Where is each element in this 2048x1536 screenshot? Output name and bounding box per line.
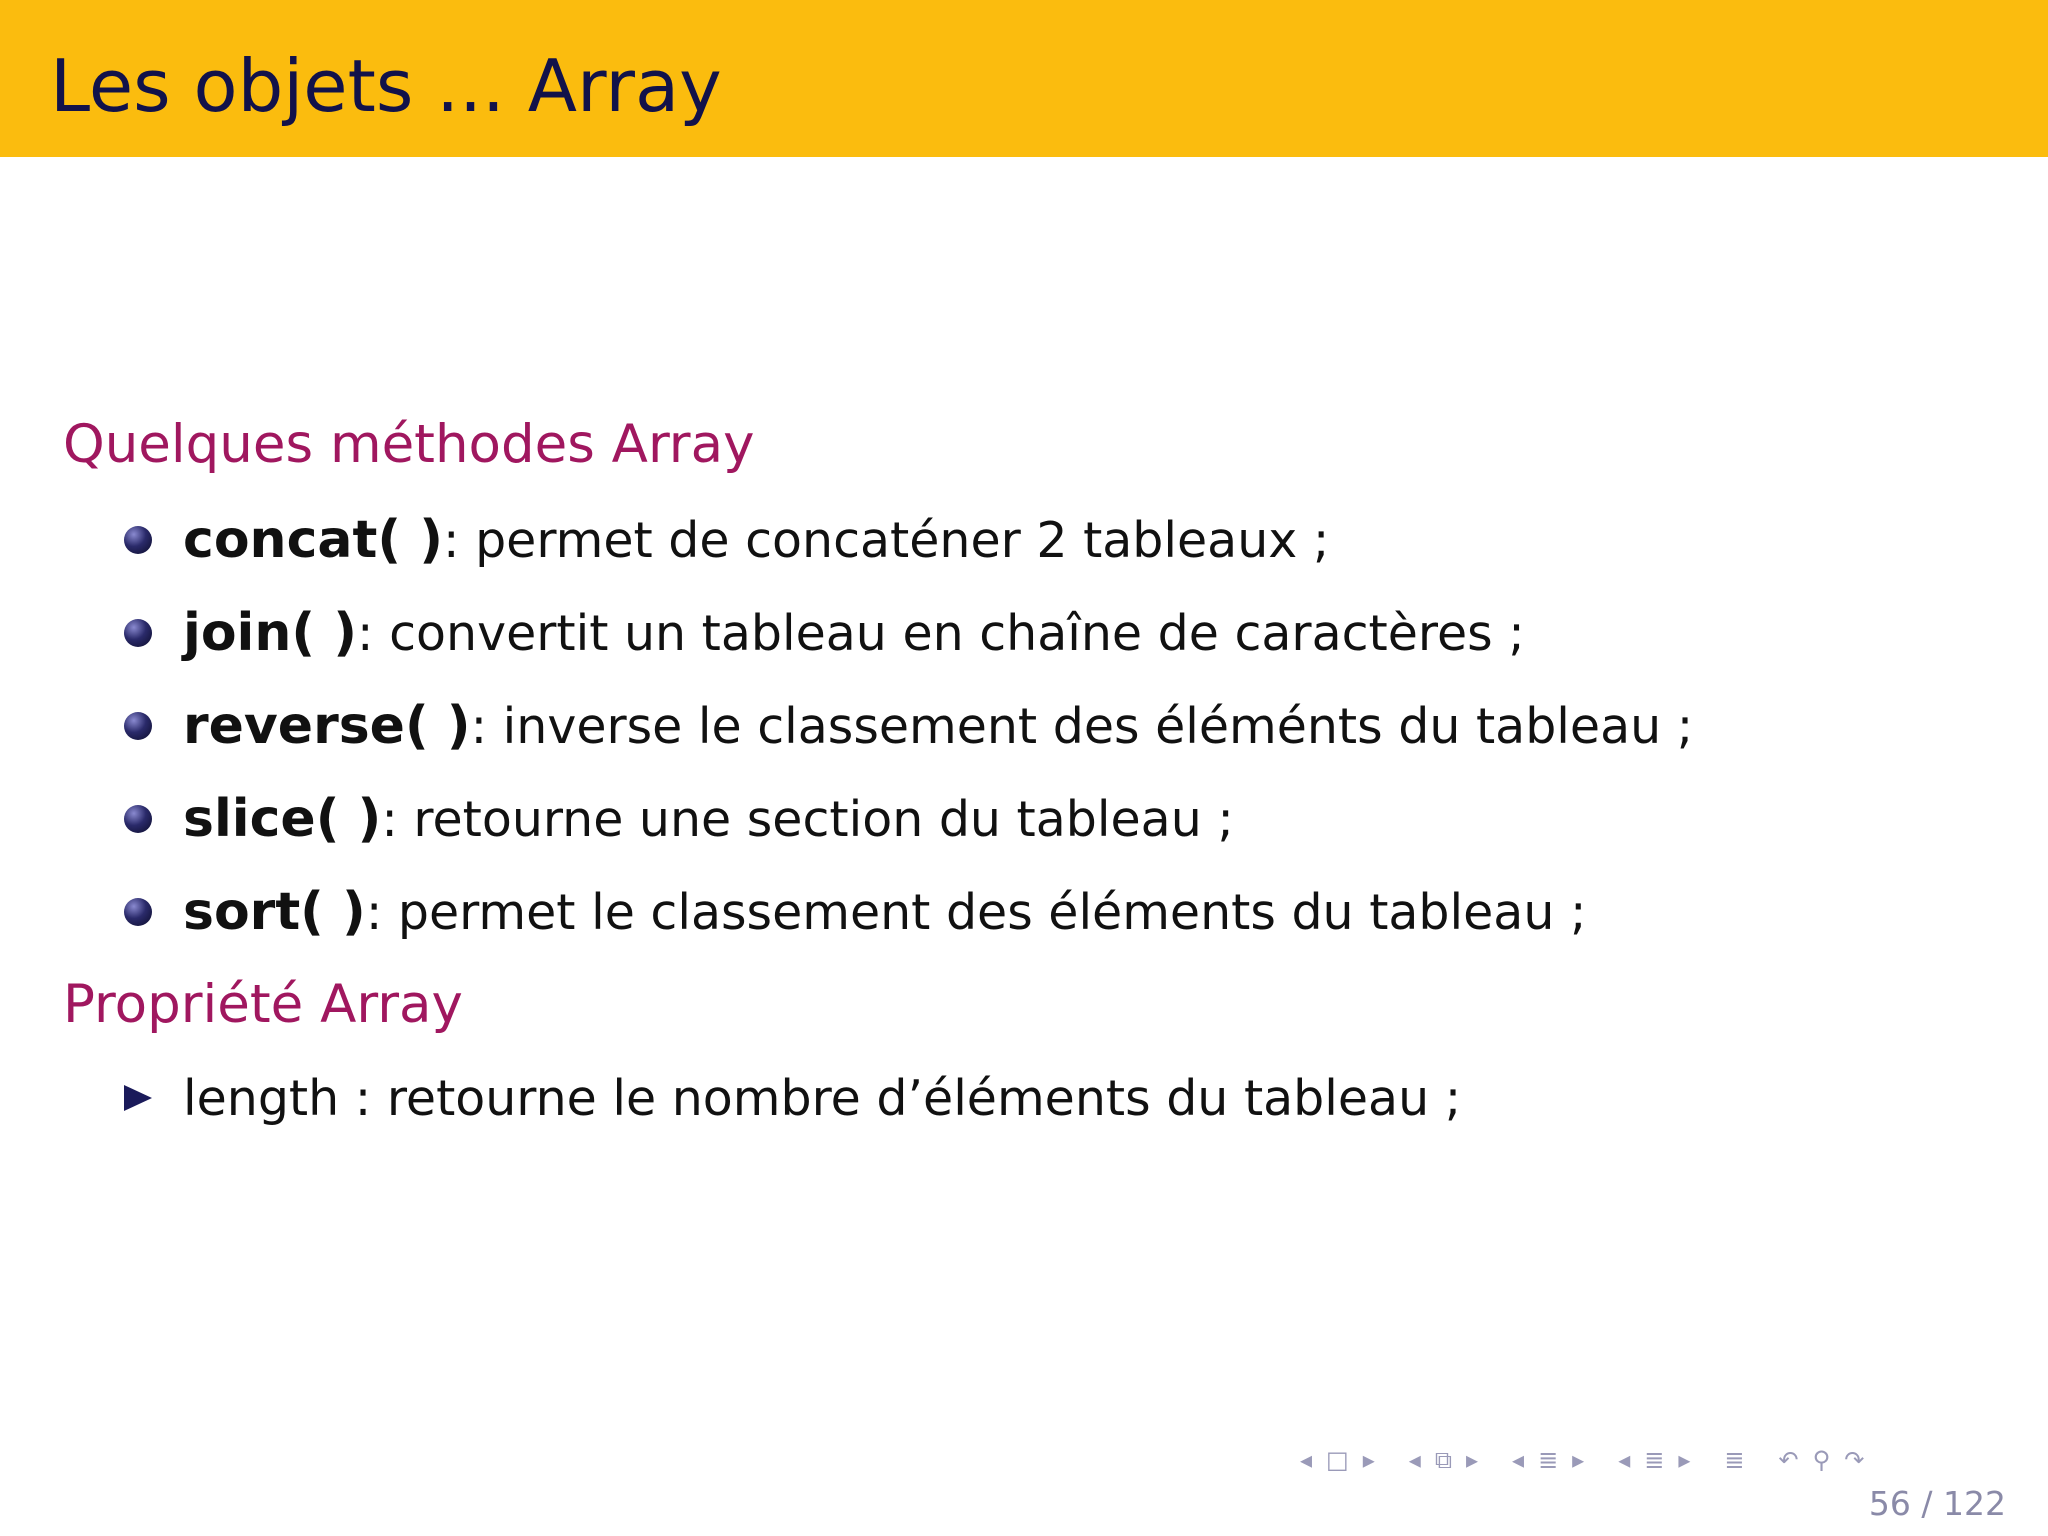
- section-heading-methods: Quelques méthodes Array: [63, 414, 755, 475]
- slide-title: Les objets ... Array: [50, 44, 722, 128]
- nav-search-icon[interactable]: ⚲: [1812, 1446, 1831, 1474]
- method-name: sort( ): [183, 882, 366, 942]
- nav-next-subsection-icon[interactable]: ▸: [1572, 1446, 1585, 1474]
- method-name: join( ): [183, 603, 358, 663]
- method-description: : retourne une section du tableau ;: [381, 790, 1234, 848]
- method-name: concat( ): [183, 510, 443, 570]
- nav-prev-subsection-icon[interactable]: ◂: [1512, 1446, 1525, 1474]
- list-item: [124, 872, 1586, 952]
- method-name: slice( ): [183, 789, 382, 849]
- list-item: [124, 779, 1234, 859]
- list-item: [124, 686, 1693, 766]
- method-name: reverse( ): [183, 696, 471, 756]
- property-description: length : retourne le nombre d’éléments du tableau ;: [183, 1069, 1462, 1127]
- nav-back-icon[interactable]: ↶: [1778, 1446, 1799, 1474]
- method-description: : permet de concaténer 2 tableaux ;: [442, 511, 1330, 569]
- nav-prev-slide-icon[interactable]: ◂: [1408, 1446, 1421, 1474]
- list-item: [124, 593, 1525, 673]
- beamer-navigation-bar: [1300, 1440, 1878, 1480]
- bullet-icon: [124, 898, 152, 926]
- bullet-icon: [124, 619, 152, 647]
- nav-document-icon[interactable]: ≣: [1724, 1446, 1745, 1474]
- nav-next-frame-icon[interactable]: ▸: [1362, 1446, 1375, 1474]
- nav-prev-frame-icon[interactable]: ◂: [1300, 1446, 1313, 1474]
- section-heading-property: Propriété Array: [63, 974, 463, 1035]
- list-item: [124, 500, 1329, 580]
- list-item: [124, 1058, 1461, 1138]
- nav-prev-section-icon[interactable]: ◂: [1618, 1446, 1631, 1474]
- nav-section-icon[interactable]: ≣: [1644, 1446, 1665, 1474]
- nav-forward-icon[interactable]: ↷: [1844, 1446, 1865, 1474]
- bullet-icon: [124, 526, 152, 554]
- page-number: 56 / 122: [1868, 1484, 2006, 1523]
- bullet-icon: [124, 805, 152, 833]
- method-description: : permet le classement des éléments du tableau ;: [365, 883, 1587, 941]
- nav-subsection-icon[interactable]: ≣: [1538, 1446, 1559, 1474]
- nav-slide-icon[interactable]: ⧉: [1434, 1446, 1452, 1474]
- method-description: : inverse le classement des éléménts du tableau ;: [470, 697, 1694, 755]
- nav-next-section-icon[interactable]: ▸: [1678, 1446, 1691, 1474]
- method-description: : convertit un tableau en chaîne de caractères ;: [357, 604, 1525, 662]
- triangle-bullet-icon: [124, 1085, 152, 1111]
- bullet-icon: [124, 712, 152, 740]
- nav-next-slide-icon[interactable]: ▸: [1465, 1446, 1479, 1474]
- nav-frame-icon[interactable]: □: [1326, 1446, 1349, 1474]
